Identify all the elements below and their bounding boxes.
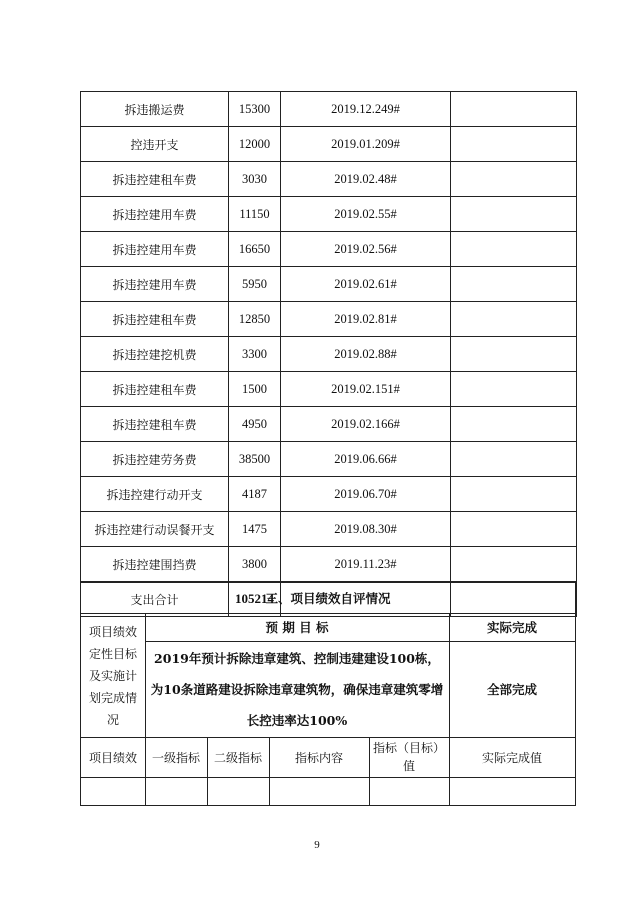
expense-voucher: 2019.11.23#: [281, 547, 451, 582]
indicator-target-header: 指标（目标）值: [372, 741, 445, 773]
expense-row: [81, 512, 577, 547]
expense-table: [80, 91, 577, 617]
expense-voucher: 2019.02.61#: [281, 267, 451, 302]
expense-row: [81, 302, 577, 337]
expense-note: [451, 512, 577, 547]
expense-item: 拆违控建行动开支: [81, 477, 229, 512]
expense-row: [81, 337, 577, 372]
expected-goal-header: 预 期 目 标: [265, 620, 329, 635]
expense-table-body: [81, 92, 577, 582]
expense-row: [81, 92, 577, 127]
expense-note: [451, 92, 577, 127]
expense-amount: 5950: [229, 267, 281, 302]
expense-note: [451, 267, 577, 302]
expense-item: 控违开支: [81, 127, 229, 162]
level2-indicator-header: 二级指标: [213, 750, 262, 765]
section-title: 三、项目绩效自评情况: [265, 591, 391, 606]
expense-note: [451, 197, 577, 232]
expense-row: [81, 407, 577, 442]
expense-voucher: 2019.06.70#: [281, 477, 451, 512]
expense-voucher: 2019.06.66#: [281, 442, 451, 477]
expense-item: 拆违控建租车费: [81, 162, 229, 197]
expense-row: [81, 547, 577, 582]
indicator-content-header: 指标内容: [294, 750, 343, 765]
page-number: 9: [314, 839, 320, 851]
expense-note: [451, 477, 577, 512]
expense-item: 拆违控建挖机费: [81, 337, 229, 372]
expense-voucher: 2019.02.56#: [281, 232, 451, 267]
expense-note: [451, 162, 577, 197]
expense-row: [81, 442, 577, 477]
expense-voucher: 2019.02.48#: [281, 162, 451, 197]
expense-amount: 11150: [229, 197, 281, 232]
expense-voucher: 2019.02.166#: [281, 407, 451, 442]
expense-row: [81, 477, 577, 512]
expense-item: 拆违控建用车费: [81, 197, 229, 232]
expected-goal-text: 2019年预计拆除违章建筑、控制违建建设100栋，为10条道路建设拆除违章建筑物，确保违章建筑零增长控违率达100%: [150, 650, 444, 728]
expense-amount: 38500: [229, 442, 281, 477]
actual-value-header: 实际完成值: [481, 750, 542, 765]
expense-amount: 3800: [229, 547, 281, 582]
expense-amount: 4950: [229, 407, 281, 442]
expense-row: [81, 232, 577, 267]
expense-voucher: 2019.02.55#: [281, 197, 451, 232]
expense-amount: 12850: [229, 302, 281, 337]
expense-row: [81, 267, 577, 302]
expense-amount: 1500: [229, 372, 281, 407]
qualitative-goal-label: 项目绩效定性目标及实施计划完成情况: [88, 625, 137, 727]
expense-item: 拆违控建行动误餐开支: [81, 512, 229, 547]
expense-note: [451, 127, 577, 162]
level1-indicator-header: 一级指标: [151, 750, 200, 765]
expense-voucher: 2019.12.249#: [281, 92, 451, 127]
expense-row: [81, 372, 577, 407]
performance-label: 项目绩效: [88, 750, 137, 765]
actual-completion-header: 实际完成: [486, 620, 537, 635]
actual-completion-text: 全部完成: [486, 682, 537, 697]
expense-item: 拆违控建用车费: [81, 267, 229, 302]
expense-row: [81, 162, 577, 197]
expense-note: [451, 337, 577, 372]
expense-item: 拆违控建租车费: [81, 302, 229, 337]
expense-item: 拆违控建用车费: [81, 232, 229, 267]
expense-note: [451, 372, 577, 407]
expense-amount: 12000: [229, 127, 281, 162]
expense-item: 拆违搬运费: [81, 92, 229, 127]
expense-voucher: 2019.02.151#: [281, 372, 451, 407]
expense-amount: 3030: [229, 162, 281, 197]
expense-amount: 1475: [229, 512, 281, 547]
expense-note: [451, 232, 577, 267]
expense-amount: 16650: [229, 232, 281, 267]
expense-voucher: 2019.02.88#: [281, 337, 451, 372]
expense-note: [451, 302, 577, 337]
expense-note: [451, 442, 577, 477]
expense-amount: 3300: [229, 337, 281, 372]
expense-voucher: 2019.02.81#: [281, 302, 451, 337]
expense-note: [451, 407, 577, 442]
expense-amount: 4187: [229, 477, 281, 512]
total-amount: 105214: [229, 582, 281, 617]
performance-section: [80, 582, 576, 806]
expense-item: 拆违控建租车费: [81, 407, 229, 442]
expense-amount: 15300: [229, 92, 281, 127]
expense-note: [451, 547, 577, 582]
expense-voucher: 2019.01.209#: [281, 127, 451, 162]
expense-item: 拆违控建围挡费: [81, 547, 229, 582]
expense-row: [81, 127, 577, 162]
total-label: 支出合计: [81, 582, 229, 617]
expense-item: 拆违控建租车费: [81, 372, 229, 407]
expense-item: 拆违控建劳务费: [81, 442, 229, 477]
expense-voucher: 2019.08.30#: [281, 512, 451, 547]
expense-row: [81, 197, 577, 232]
